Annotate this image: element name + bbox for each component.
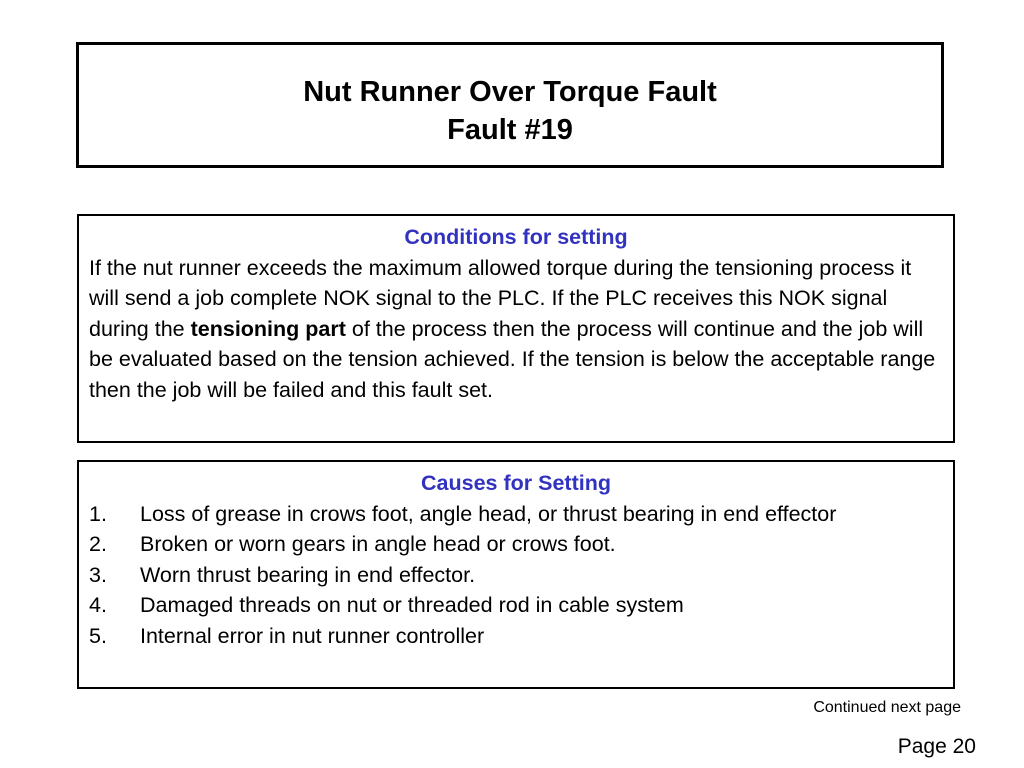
list-item-number: 5.: [89, 623, 107, 648]
list-item-text: Damaged threads on nut or threaded rod in cable system: [140, 593, 684, 617]
title-box: [76, 42, 944, 168]
conditions-text-part1: If the nut runner exceeds the maximum allowed torque during the tensioning process it will send a job complete NOK signal to the PLC. If the PLC receives this NOK signal during the: [89, 255, 912, 341]
causes-box: [77, 460, 955, 689]
list-item-number: 2.: [89, 532, 107, 556]
conditions-text: [89, 253, 943, 406]
list-item-number: 1.: [89, 501, 107, 526]
conditions-box: [77, 214, 955, 443]
causes-list: [89, 499, 943, 652]
list-item-number: 3.: [89, 562, 107, 587]
list-item: [89, 560, 943, 591]
page-number: Page 20: [897, 735, 976, 758]
list-item: [89, 529, 943, 560]
conditions-heading: Conditions for setting: [404, 225, 628, 249]
list-item-text: Internal error in nut runner controller: [140, 623, 485, 648]
list-item: [89, 499, 943, 530]
continued-note: Continued next page: [813, 699, 961, 716]
list-item-text: Worn thrust bearing in end effector.: [140, 562, 476, 587]
list-item-number: 4.: [89, 593, 107, 617]
list-item: [89, 621, 943, 652]
slide-title: Nut Runner Over Torque Fault: [303, 76, 717, 108]
causes-heading: Causes for Setting: [421, 471, 611, 495]
conditions-text-part2: of the process then the process will continue and the job will be evaluated based on the tension achieved. If the tension is below the acceptable range then the job will be failed and this fault set.: [89, 316, 936, 402]
conditions-text-bold: tensioning part: [190, 316, 346, 341]
list-item: [89, 590, 943, 621]
list-item-text: Loss of grease in crows foot, angle head, or thrust bearing in end effector: [140, 501, 837, 526]
list-item-text: Broken or worn gears in angle head or crows foot.: [140, 532, 616, 556]
fault-number: Fault #19: [447, 114, 573, 146]
